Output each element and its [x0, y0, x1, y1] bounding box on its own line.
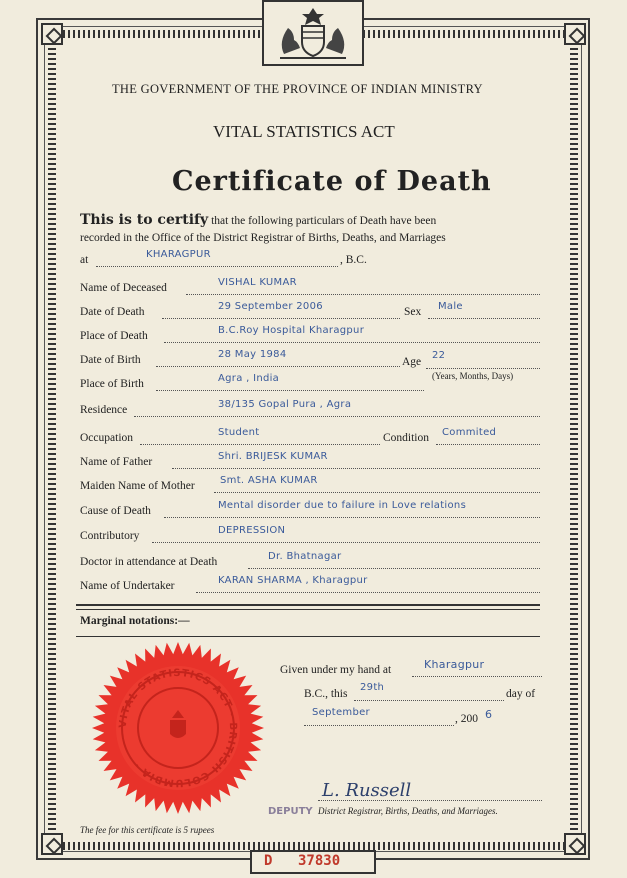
sex-value: Male [438, 301, 463, 312]
coat-of-arms-icon [264, 2, 362, 64]
place-of-death-label: Place of Death [80, 330, 148, 342]
certificate-title: Certificate of Death [172, 166, 492, 197]
at-label: at [80, 254, 89, 266]
left-border-band [48, 44, 56, 840]
age-label: Age [402, 356, 422, 368]
sex-label: Sex [404, 306, 422, 318]
certify-text-2: recorded in the Office of the District Registrar of Births, Deaths, and Marriages [80, 232, 446, 244]
occupation-line [140, 432, 380, 445]
year-digit: 6 [485, 708, 493, 721]
section-rule-top [76, 604, 540, 606]
mother-label: Maiden Name of Mother [80, 480, 195, 492]
residence-label: Residence [80, 404, 128, 416]
red-wax-seal-icon [90, 640, 266, 816]
corner-ornament-br [564, 833, 586, 855]
serial-number: 37830 [298, 853, 341, 869]
registrar-title: District Registrar, Births, Deaths, and Marriages. [318, 806, 498, 816]
section-rule-bottom [76, 636, 540, 637]
undertaker-value: KARAN SHARMA , Kharagpur [218, 575, 368, 586]
date-of-birth-value: 28 May 1984 [218, 349, 287, 360]
age-hint: (Years, Months, Days) [432, 371, 514, 381]
given-label: Given under my hand at [280, 664, 392, 676]
deceased-value: VISHAL KUMAR [218, 277, 297, 288]
certify-paragraph [80, 213, 550, 246]
corner-ornament-bl [41, 833, 63, 855]
father-label: Name of Father [80, 456, 153, 468]
certify-lead: This is to certify [80, 212, 209, 228]
at-suffix: , B.C. [340, 254, 367, 266]
occupation-label: Occupation [80, 432, 134, 444]
condition-label: Condition [383, 432, 430, 444]
cause-label: Cause of Death [80, 505, 151, 517]
place-of-birth-label: Place of Birth [80, 378, 144, 390]
bottom-border-band [58, 842, 568, 850]
corner-ornament-tr [564, 23, 586, 45]
corner-ornament-tl [41, 23, 63, 45]
father-value: Shri. BRIJESK KUMAR [218, 451, 328, 462]
place-of-birth-value: Agra , India [218, 373, 280, 384]
deputy-stamp: DEPUTY [268, 806, 313, 817]
year-prefix: , 200 [455, 713, 478, 725]
serial-letter: D [264, 853, 273, 869]
act-heading: VITAL STATISTICS ACT [213, 122, 395, 141]
residence-value: 38/135 Gopal Pura , Agra [218, 399, 352, 410]
at-dotted-line [96, 254, 338, 267]
section-rule-top-thin [76, 609, 540, 610]
government-heading: THE GOVERNMENT OF THE PROVINCE OF INDIAN MINISTRY [112, 82, 483, 96]
contributory-label: Contributory [80, 530, 140, 542]
marginal-notations-label: Marginal notations:— [80, 615, 190, 627]
doctor-value: Dr. Bhatnagar [268, 551, 342, 562]
registrar-signature: L. Russell [322, 780, 412, 801]
age-value: 22 [432, 350, 446, 361]
undertaker-label: Name of Undertaker [80, 580, 175, 592]
seal-text: VITAL STATISTICS ACT · BRITISH COLUMBIA · [117, 667, 239, 789]
certify-text-1: that the following particulars of Death have been [211, 215, 437, 227]
given-place-value: Kharagpur [424, 658, 485, 671]
bc-this-label: B.C., this [304, 688, 348, 700]
cause-value: Mental disorder due to failure in Love relations [218, 500, 467, 511]
signature-line [318, 792, 542, 801]
doctor-label: Doctor in attendance at Death [80, 556, 218, 568]
crest-frame [262, 0, 364, 66]
deceased-label: Name of Deceased [80, 282, 167, 294]
right-border-band [570, 44, 578, 840]
occupation-value: Student [218, 427, 260, 438]
contributory-value: DEPRESSION [218, 525, 286, 536]
condition-value: Commited [442, 427, 497, 438]
date-of-death-label: Date of Death [80, 306, 145, 318]
place-of-death-value: B.C.Roy Hospital Kharagpur [218, 325, 365, 336]
contributory-line [152, 530, 540, 543]
date-of-birth-label: Date of Birth [80, 354, 141, 366]
at-value: KHARAGPUR [146, 249, 211, 260]
month-value: September [312, 707, 370, 718]
day-value: 29th [360, 682, 385, 693]
day-of-label: day of [506, 688, 536, 700]
place-of-birth-line [156, 378, 424, 391]
mother-value: Smt. ASHA KUMAR [220, 475, 318, 486]
date-of-death-value: 29 September 2006 [218, 301, 323, 312]
fee-note: The fee for this certificate is 5 rupees [80, 825, 215, 835]
